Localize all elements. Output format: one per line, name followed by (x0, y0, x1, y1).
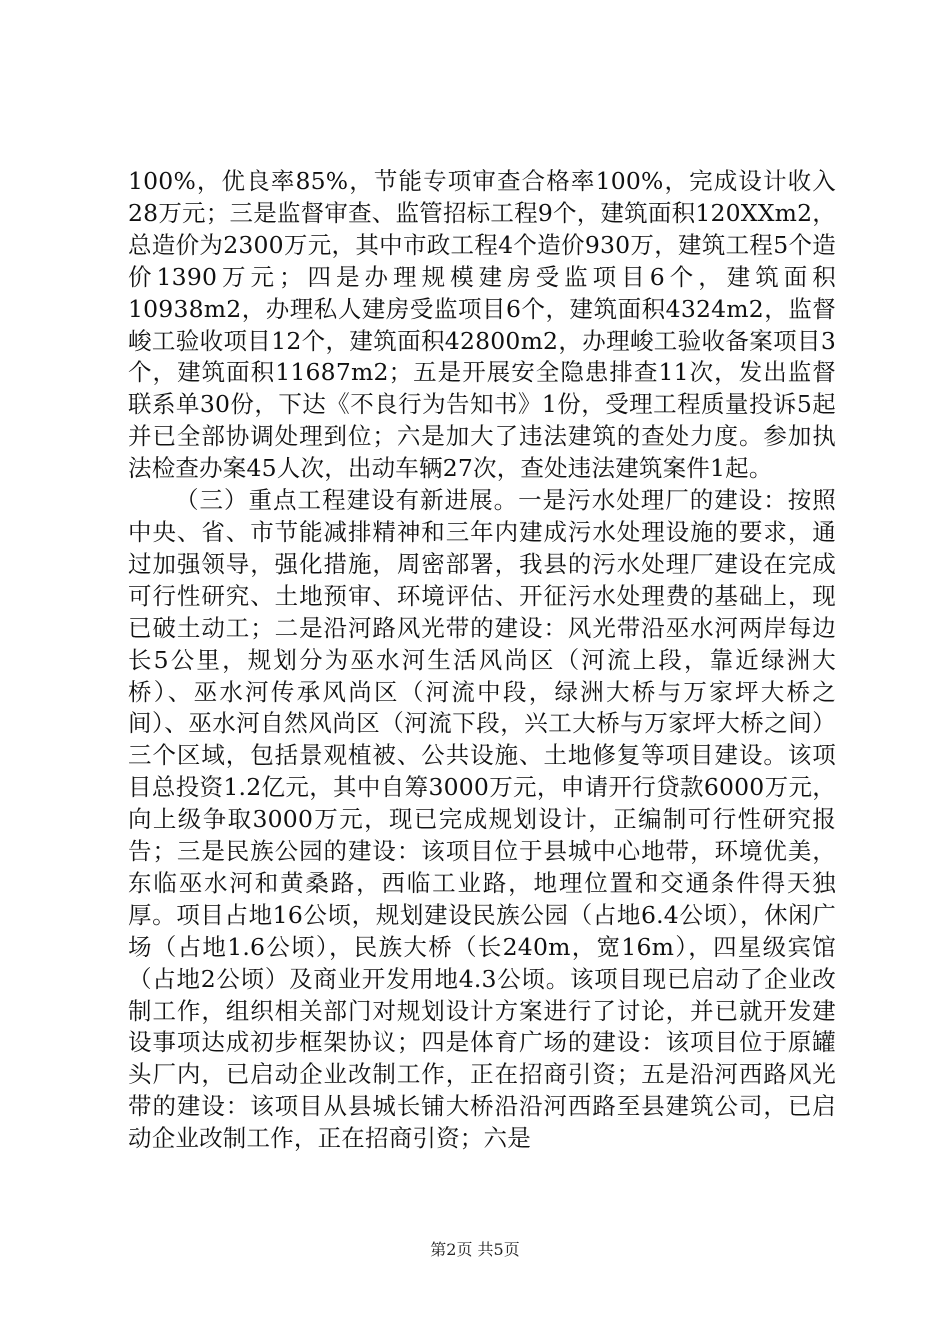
paragraph-key-projects: （三）重点工程建设有新进展。一是污水处理厂的建设：按照中央、省、市节能减排精神和三年内建成污水处理设施的要求，通过加强领导，强化措施，周密部署，我县的污水处理厂建设在完成可行性研究、土地预审、环境评估、开征污水处理费的基础上，现已破土动工；二是沿河路风光带的建设：风光带沿巫水河两岸每边长5公里，规划分为巫水河生活风尚区（河流上段，靠近绿洲大桥）、巫水河传承风尚区（河流中段，绿洲大桥与万家坪大桥之间）、巫水河自然风尚区（河流下段，兴工大桥与万家坪大桥之间）三个区域，包括景观植被、公共设施、土地修复等项目建设。该项目总投资1.2亿元，其中自筹3000万元，申请开行贷款6000万元，向上级争取3000万元，现已完成规划设计，正编制可行性研究报告；三是民族公园的建设：该项目位于县城中心地带，环境优美，东临巫水河和黄桑路，西临工业路，地理位置和交通条件得天独厚。项目占地16公顷，规划建设民族公园（占地6.4公顷），休闲广场（占地1.6公顷），民族大桥（长240m，宽16m），四星级宾馆（占地2公顷）及商业开发用地4.3公顷。该项目现已启动了企业改制工作，组织相关部门对规划设计方案进行了讨论，并已就开发建设事项达成初步框架协议；四是体育广场的建设：该项目位于原罐头厂内，已启动企业改制工作，正在招商引资；五是沿河西路风光带的建设：该项目从县城长铺大桥沿沿河西路至县建筑公司，已启动企业改制工作，正在招商引资；六是 (128, 486, 836, 1153)
page-number-label: 第2页 共5页 (430, 1240, 520, 1259)
body-text (128, 166, 836, 1155)
page-footer (0, 1240, 950, 1260)
paragraph-statistics: 100%，优良率85%，节能专项审查合格率100%，完成设计收入28万元；三是监督审查、监管招标工程9个，建筑面积120XXm2，总造价为2300万元，其中市政工程4个造价930万，建筑工程5个造价1390万元；四是办理规模建房受监项目6个，建筑面积10938m2，办理私人建房受监项目6个，建筑面积4324m2，监督峻工验收项目12个，建筑面积42800m2，办理峻工验收备案项目3个，建筑面积11687m2；五是开展安全隐患排查11次，发出监督联系单30份，下达《不良行为告知书》1份，受理工程质量投诉5起并已全部协调处理到位；六是加大了违法建筑的查处力度。参加执法检查办案45人次，出动车辆27次，查处违法建筑案件1起。 (128, 167, 836, 483)
